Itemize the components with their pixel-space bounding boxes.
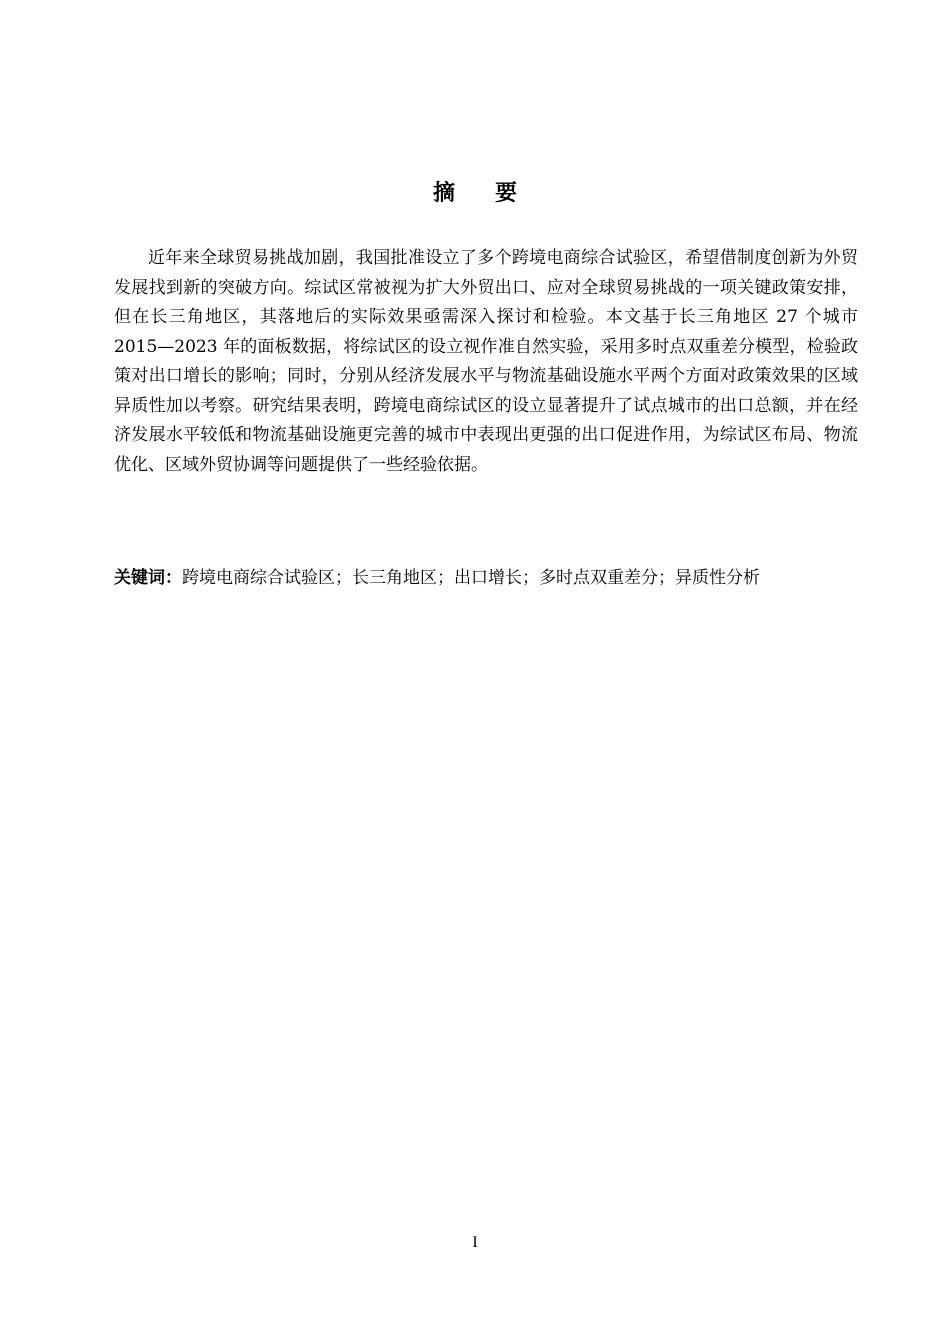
abstract-body: 近年来全球贸易挑战加剧，我国批准设立了多个跨境电商综合试验区，希望借制度创新为外贸发展找到新的突破方向。综试区常被视为扩大外贸出口、应对全球贸易挑战的一项关键政策安排，但在长三角地区，其落地后的实际效果亟需深入探讨和检验。本文基于长三角地区 27 个城市 2015—2023 年的面板数据，将综试区的设立视作准自然实验，采用多时点双重差分模型，检验政策对出口增长的影响；同时，分别从经济发展水平与物流基础设施水平两个方面对政策效果的区域异质性加以考察。研究结果表明，跨境电商综试区的设立显著提升了试点城市的出口总额，并在经济发展水平较低和物流基础设施更完善的城市中表现出更强的出口促进作用，为综试区布局、物流优化、区域外贸协调等问题提供了一些经验依据。 bbox=[114, 248, 858, 475]
keywords-text: 跨境电商综合试验区；长三角地区；出口增长；多时点双重差分；异质性分析 bbox=[182, 568, 760, 588]
keywords-label: 关键词： bbox=[114, 568, 182, 588]
page-number: I bbox=[472, 1234, 478, 1251]
abstract-title: 摘要 bbox=[432, 181, 557, 206]
keywords-line bbox=[114, 564, 858, 594]
